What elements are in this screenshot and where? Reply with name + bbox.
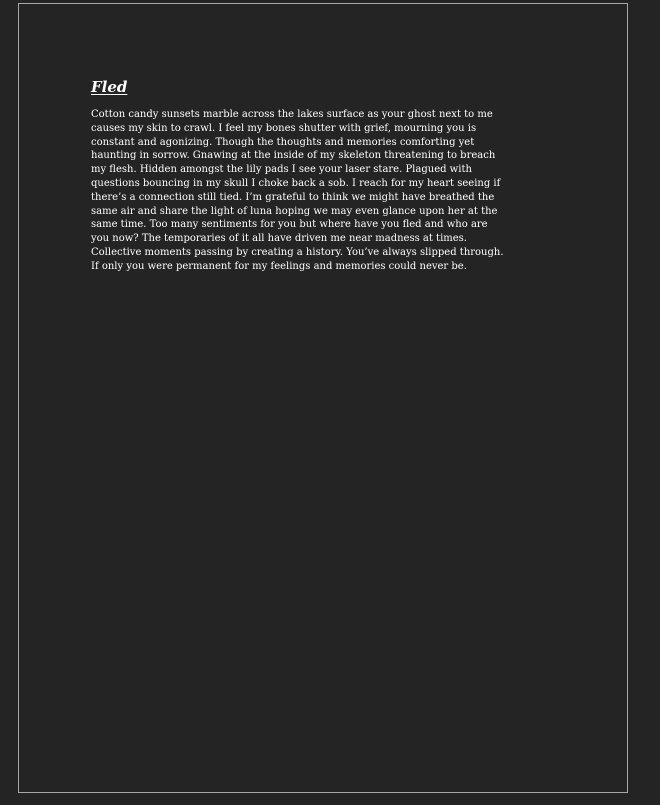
page-content (91, 78, 571, 274)
poem-title: Fled (91, 78, 128, 96)
poem-body: Cotton candy sunsets marble across the lakes surface as your ghost next to me causes my skin to crawl. I feel my bones shutter with grief, mourning you is constant and agonizing. Though the thoughts and memories comforting yet haunting in sorrow. Gnawing at the inside of my skeleton threatening to breach my flesh. Hidden amongst the lily pads I see your laser stare. Plagued with questions bouncing in my skull I choke back a sob. I reach for my heart seeing if there’s a connection still tied. I’m grateful to think we might have breathed the same air and share the light of luna hoping we may even glance upon her at the same time. Too many sentiments for you but where have you fled and who are you now? The temporaries of it all have driven me near madness at times. Collective moments passing by creating a history. You’ve always slipped through. If only you were permanent for my feelings and memories could never be. (91, 109, 504, 272)
document-page (18, 3, 628, 793)
